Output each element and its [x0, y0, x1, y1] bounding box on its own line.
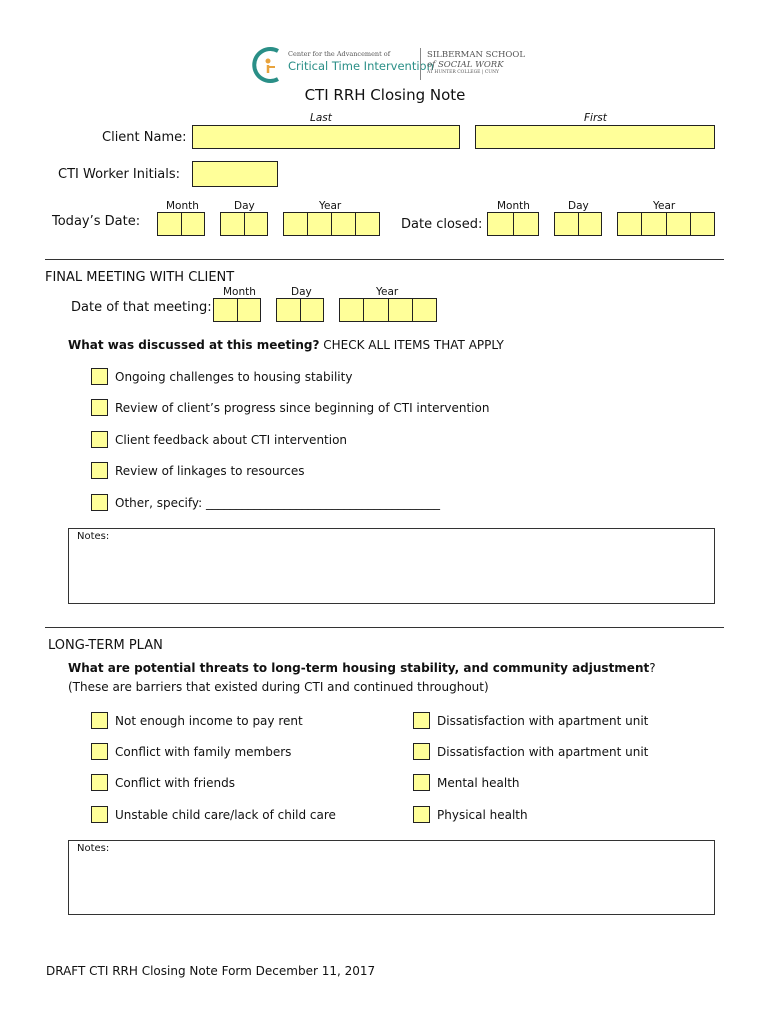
- threat-checkbox-right-1[interactable]: [413, 712, 430, 729]
- meeting-year-label: Year: [376, 286, 399, 298]
- discussed-item-3: Client feedback about CTI intervention: [115, 433, 348, 447]
- threat-right-2: Dissatisfaction with apartment unit: [437, 745, 649, 759]
- long-term-notes-label: Notes:: [77, 843, 110, 854]
- discussed-checkbox-4[interactable]: [91, 462, 108, 479]
- discussed-checkbox-1[interactable]: [91, 368, 108, 385]
- worker-initials-field[interactable]: [192, 161, 278, 187]
- first-label: First: [584, 112, 607, 124]
- long-term-notes-box[interactable]: [68, 840, 715, 915]
- meeting-day-label: Day: [291, 286, 312, 298]
- meeting-question-rest: CHECK ALL ITEMS THAT APPLY: [319, 338, 504, 352]
- section-divider-1: [45, 259, 724, 260]
- threat-left-2: Conflict with family members: [115, 745, 292, 759]
- threat-checkbox-right-3[interactable]: [413, 774, 430, 791]
- today-day-label: Day: [234, 200, 255, 212]
- logo-small-text: Center for the Advancement of: [288, 50, 391, 58]
- meeting-year-field[interactable]: [339, 298, 437, 322]
- todays-date-label: Today’s Date:: [52, 214, 141, 229]
- threat-checkbox-left-2[interactable]: [91, 743, 108, 760]
- today-year-label: Year: [319, 200, 342, 212]
- closed-day-field[interactable]: [554, 212, 602, 236]
- meeting-date-label: Date of that meeting:: [71, 300, 212, 315]
- closed-day-label: Day: [568, 200, 589, 212]
- threat-left-4: Unstable child care/lack of child care: [115, 808, 336, 822]
- meeting-notes-box[interactable]: [68, 528, 715, 604]
- worker-initials-label: CTI Worker Initials:: [58, 167, 181, 182]
- threat-checkbox-left-1[interactable]: [91, 712, 108, 729]
- logo-main-text: Critical Time Intervention: [288, 59, 434, 73]
- logo-divider: [420, 48, 421, 80]
- threats-question-end: ?: [649, 661, 656, 675]
- school-logo: [427, 50, 525, 75]
- meeting-month-label: Month: [223, 286, 256, 298]
- threats-question-bold: What are potential threats to long-term housing stability, and community adjustment: [68, 661, 650, 675]
- closed-year-field[interactable]: [617, 212, 715, 236]
- discussed-item-other: Other, specify: _______________________________________: [115, 496, 440, 510]
- final-meeting-heading: FINAL MEETING WITH CLIENT: [45, 270, 235, 285]
- today-month-label: Month: [166, 200, 199, 212]
- closed-month-label: Month: [497, 200, 530, 212]
- discussed-checkbox-5[interactable]: [91, 494, 108, 511]
- client-last-name-field[interactable]: [192, 125, 460, 149]
- discussed-checkbox-3[interactable]: [91, 431, 108, 448]
- threat-left-1: Not enough income to pay rent: [115, 714, 303, 728]
- footer-text: DRAFT CTI RRH Closing Note Form December 11, 2017: [46, 964, 376, 978]
- date-closed-label: Date closed:: [401, 217, 483, 232]
- school-line2: of SOCIAL WORK: [427, 60, 504, 70]
- today-month-field[interactable]: [157, 212, 205, 236]
- threat-right-4: Physical health: [437, 808, 528, 822]
- school-line1: SILBERMAN SCHOOL: [427, 50, 525, 60]
- cti-logo: [248, 45, 434, 85]
- meeting-day-field[interactable]: [276, 298, 324, 322]
- discussed-checkbox-2[interactable]: [91, 399, 108, 416]
- meeting-month-field[interactable]: [213, 298, 261, 322]
- threat-checkbox-right-2[interactable]: [413, 743, 430, 760]
- meeting-question-bold: What was discussed at this meeting?: [68, 338, 320, 352]
- last-label: Last: [310, 112, 332, 124]
- threat-checkbox-right-4[interactable]: [413, 806, 430, 823]
- long-term-heading: LONG-TERM PLAN: [48, 638, 163, 653]
- logo-ring-icon: [248, 45, 288, 85]
- school-line3: AT HUNTER COLLEGE | CUNY: [427, 70, 499, 75]
- threat-right-1: Dissatisfaction with apartment unit: [437, 714, 649, 728]
- threat-checkbox-left-4[interactable]: [91, 806, 108, 823]
- discussed-item-2: Review of client’s progress since beginning of CTI intervention: [115, 401, 490, 415]
- threat-checkbox-left-3[interactable]: [91, 774, 108, 791]
- closed-month-field[interactable]: [487, 212, 539, 236]
- today-day-field[interactable]: [220, 212, 268, 236]
- discussed-item-4: Review of linkages to resources: [115, 464, 305, 478]
- threats-question: [68, 661, 656, 675]
- threats-subtext: (These are barriers that existed during CTI and continued throughout): [68, 680, 489, 694]
- threat-left-3: Conflict with friends: [115, 776, 235, 790]
- section-divider-2: [45, 627, 724, 628]
- client-first-name-field[interactable]: [475, 125, 715, 149]
- meeting-question: [68, 338, 504, 352]
- page-title: CTI RRH Closing Note: [304, 86, 466, 104]
- meeting-notes-label: Notes:: [77, 531, 110, 542]
- today-year-field[interactable]: [283, 212, 380, 236]
- closed-year-label: Year: [653, 200, 676, 212]
- client-name-label: Client Name:: [102, 130, 187, 145]
- discussed-item-1: Ongoing challenges to housing stability: [115, 370, 353, 384]
- threat-right-3: Mental health: [437, 776, 520, 790]
